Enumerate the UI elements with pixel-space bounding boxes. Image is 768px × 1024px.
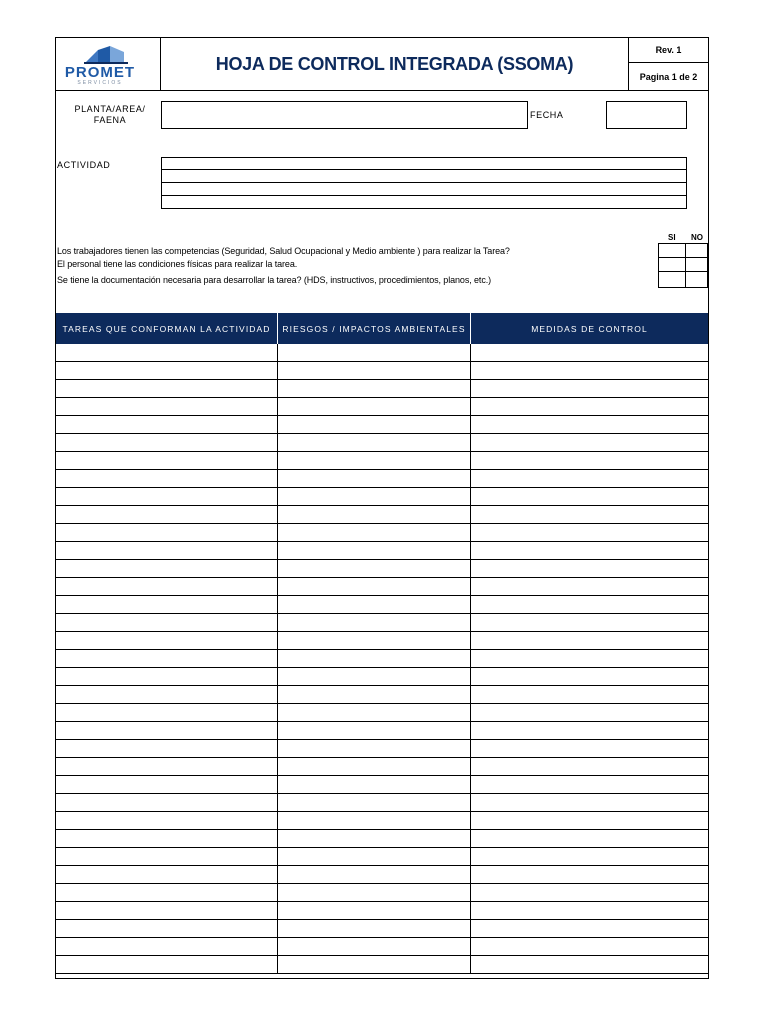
medidas-cell[interactable] (471, 866, 708, 883)
question-2-no-checkbox[interactable] (685, 257, 708, 272)
no-header: NO (691, 233, 703, 242)
tareas-cell[interactable] (56, 884, 278, 901)
medidas-cell[interactable] (471, 668, 708, 685)
table-row (56, 668, 708, 686)
riesgos-cell[interactable] (278, 614, 471, 631)
table-row (56, 452, 708, 470)
tareas-cell[interactable] (56, 956, 278, 973)
medidas-cell[interactable] (471, 452, 708, 469)
tareas-cell[interactable] (56, 614, 278, 631)
tareas-cell[interactable] (56, 650, 278, 667)
riesgos-cell[interactable] (278, 560, 471, 577)
medidas-cell[interactable] (471, 560, 708, 577)
page-label: Pagina 1 de 2 (639, 71, 698, 82)
tareas-cell[interactable] (56, 488, 278, 505)
question-3: Se tiene la documentación necesaria para desarrollar la tarea? (HDS, instructivos, procedimientos, planos, etc.) (57, 275, 492, 285)
medidas-cell[interactable] (471, 794, 708, 811)
column-header-riesgos: RIESGOS / IMPACTOS AMBIENTALES (278, 313, 471, 344)
actividad-line-1[interactable] (161, 157, 687, 170)
fecha-label: FECHA (530, 110, 564, 120)
medidas-cell[interactable] (471, 614, 708, 631)
tareas-cell[interactable] (56, 434, 278, 451)
table-row (56, 362, 708, 380)
medidas-cell[interactable] (471, 524, 708, 541)
tareas-cell[interactable] (56, 812, 278, 829)
riesgos-cell[interactable] (278, 488, 471, 505)
medidas-cell[interactable] (471, 758, 708, 775)
tareas-cell[interactable] (56, 632, 278, 649)
medidas-cell[interactable] (471, 920, 708, 937)
medidas-cell[interactable] (471, 740, 708, 757)
yes-header: SI (668, 233, 676, 242)
table-row (56, 704, 708, 722)
column-header-tareas: TAREAS QUE CONFORMAN LA ACTIVIDAD (56, 313, 278, 344)
riesgos-cell[interactable] (278, 920, 471, 937)
medidas-cell[interactable] (471, 938, 708, 955)
riesgos-cell[interactable] (278, 434, 471, 451)
tareas-cell[interactable] (56, 344, 278, 361)
riesgos-cell[interactable] (278, 704, 471, 721)
medidas-cell[interactable] (471, 416, 708, 433)
table-row (56, 758, 708, 776)
medidas-cell[interactable] (471, 632, 708, 649)
actividad-label: ACTIVIDAD (57, 160, 111, 170)
riesgos-cell[interactable] (278, 632, 471, 649)
tareas-cell[interactable] (56, 542, 278, 559)
header-bottom-border (55, 90, 709, 91)
question-3-no-checkbox[interactable] (685, 271, 708, 288)
table-row (56, 884, 708, 902)
riesgos-cell[interactable] (278, 938, 471, 955)
riesgos-cell[interactable] (278, 380, 471, 397)
table-row (56, 380, 708, 398)
actividad-line-4[interactable] (161, 196, 687, 209)
riesgos-cell[interactable] (278, 524, 471, 541)
table-row (56, 632, 708, 650)
question-2: El personal tiene las condiciones físicas para realizar la tarea. (57, 259, 298, 269)
medidas-cell[interactable] (471, 506, 708, 523)
medidas-cell[interactable] (471, 704, 708, 721)
table-row (56, 614, 708, 632)
table-row (56, 560, 708, 578)
table-row (56, 542, 708, 560)
tareas-cell[interactable] (56, 704, 278, 721)
tareas-cell[interactable] (56, 920, 278, 937)
medidas-cell[interactable] (471, 848, 708, 865)
table-row (56, 578, 708, 596)
table-row (56, 722, 708, 740)
question-1-no-checkbox[interactable] (685, 243, 708, 258)
control-table-body (56, 344, 708, 974)
tareas-cell[interactable] (56, 506, 278, 523)
tareas-cell[interactable] (56, 722, 278, 739)
document-title: HOJA DE CONTROL INTEGRADA (SSOMA) (215, 53, 574, 74)
riesgos-cell[interactable] (278, 506, 471, 523)
tareas-cell[interactable] (56, 776, 278, 793)
actividad-line-2[interactable] (161, 170, 687, 183)
riesgos-cell[interactable] (278, 344, 471, 361)
riesgos-cell[interactable] (278, 722, 471, 739)
tareas-cell[interactable] (56, 866, 278, 883)
medidas-cell[interactable] (471, 830, 708, 847)
riesgos-cell[interactable] (278, 776, 471, 793)
question-3-yes-checkbox[interactable] (658, 271, 686, 288)
medidas-cell[interactable] (471, 596, 708, 613)
tareas-cell[interactable] (56, 578, 278, 595)
tareas-cell[interactable] (56, 362, 278, 379)
riesgos-cell[interactable] (278, 362, 471, 379)
riesgos-cell[interactable] (278, 812, 471, 829)
planta-area-faena-field[interactable] (161, 101, 528, 129)
riesgos-cell[interactable] (278, 416, 471, 433)
table-row (56, 650, 708, 668)
table-row (56, 794, 708, 812)
table-row (56, 848, 708, 866)
medidas-cell[interactable] (471, 650, 708, 667)
riesgos-cell[interactable] (278, 686, 471, 703)
revision-label: Rev. 1 (655, 45, 682, 55)
medidas-cell[interactable] (471, 578, 708, 595)
medidas-cell[interactable] (471, 488, 708, 505)
medidas-cell[interactable] (471, 812, 708, 829)
table-row (56, 344, 708, 362)
question-1-yes-checkbox[interactable] (658, 243, 686, 258)
table-row (56, 596, 708, 614)
medidas-cell[interactable] (471, 902, 708, 919)
tareas-cell[interactable] (56, 596, 278, 613)
table-row (56, 740, 708, 758)
table-row (56, 902, 708, 920)
question-1: Los trabajadores tienen las competencias (Seguridad, Salud Ocupacional y Medio ambiente ) para realizar la Tarea? (57, 246, 510, 256)
tareas-cell[interactable] (56, 794, 278, 811)
riesgos-cell[interactable] (278, 740, 471, 757)
riesgos-cell[interactable] (278, 902, 471, 919)
column-header-medidas: MEDIDAS DE CONTROL (531, 323, 648, 334)
medidas-cell[interactable] (471, 542, 708, 559)
question-2-yes-checkbox[interactable] (658, 257, 686, 272)
planta-label-line1: PLANTA/AREA/ (74, 104, 146, 114)
table-header (56, 313, 708, 344)
riesgos-cell[interactable] (278, 866, 471, 883)
table-row (56, 434, 708, 452)
medidas-cell[interactable] (471, 470, 708, 487)
logo-subtext: SERVICIOS (77, 80, 123, 86)
riesgos-cell[interactable] (278, 668, 471, 685)
medidas-cell[interactable] (471, 380, 708, 397)
tareas-cell[interactable] (56, 524, 278, 541)
tareas-cell[interactable] (56, 758, 278, 775)
table-row (56, 830, 708, 848)
medidas-cell[interactable] (471, 956, 708, 973)
table-row (56, 398, 708, 416)
medidas-cell[interactable] (471, 344, 708, 361)
table-row (56, 686, 708, 704)
table-row (56, 470, 708, 488)
medidas-cell[interactable] (471, 776, 708, 793)
medidas-cell[interactable] (471, 686, 708, 703)
tareas-cell[interactable] (56, 416, 278, 433)
riesgos-cell[interactable] (278, 452, 471, 469)
riesgos-cell[interactable] (278, 542, 471, 559)
riesgos-cell[interactable] (278, 596, 471, 613)
riesgos-cell[interactable] (278, 578, 471, 595)
logo-text: PROMET (64, 64, 136, 81)
tareas-cell[interactable] (56, 398, 278, 415)
table-row (56, 416, 708, 434)
riesgos-cell[interactable] (278, 398, 471, 415)
tareas-cell[interactable] (56, 902, 278, 919)
medidas-cell[interactable] (471, 398, 708, 415)
medidas-cell[interactable] (471, 434, 708, 451)
tareas-cell[interactable] (56, 452, 278, 469)
tareas-cell[interactable] (56, 470, 278, 487)
tareas-cell[interactable] (56, 848, 278, 865)
riesgos-cell[interactable] (278, 650, 471, 667)
table-row (56, 506, 708, 524)
table-row (56, 488, 708, 506)
actividad-line-3[interactable] (161, 183, 687, 196)
tareas-cell[interactable] (56, 938, 278, 955)
table-row (56, 524, 708, 542)
promet-logo (58, 42, 158, 88)
fecha-field[interactable] (606, 101, 687, 129)
table-row (56, 956, 708, 974)
planta-label-line2: FAENA (93, 115, 127, 125)
riesgos-cell[interactable] (278, 848, 471, 865)
tareas-cell[interactable] (56, 560, 278, 577)
tareas-cell[interactable] (56, 668, 278, 685)
tareas-cell[interactable] (56, 380, 278, 397)
table-row (56, 920, 708, 938)
tareas-cell[interactable] (56, 686, 278, 703)
medidas-cell[interactable] (471, 362, 708, 379)
riesgos-cell[interactable] (278, 758, 471, 775)
riesgos-cell[interactable] (278, 884, 471, 901)
table-row (56, 866, 708, 884)
tareas-cell[interactable] (56, 830, 278, 847)
tareas-cell[interactable] (56, 740, 278, 757)
table-row (56, 812, 708, 830)
table-row (56, 938, 708, 956)
riesgos-cell[interactable] (278, 830, 471, 847)
riesgos-cell[interactable] (278, 470, 471, 487)
planta-area-faena-label (62, 104, 158, 126)
medidas-cell[interactable] (471, 884, 708, 901)
riesgos-cell[interactable] (278, 794, 471, 811)
riesgos-cell[interactable] (278, 956, 471, 973)
medidas-cell[interactable] (471, 722, 708, 739)
table-row (56, 776, 708, 794)
